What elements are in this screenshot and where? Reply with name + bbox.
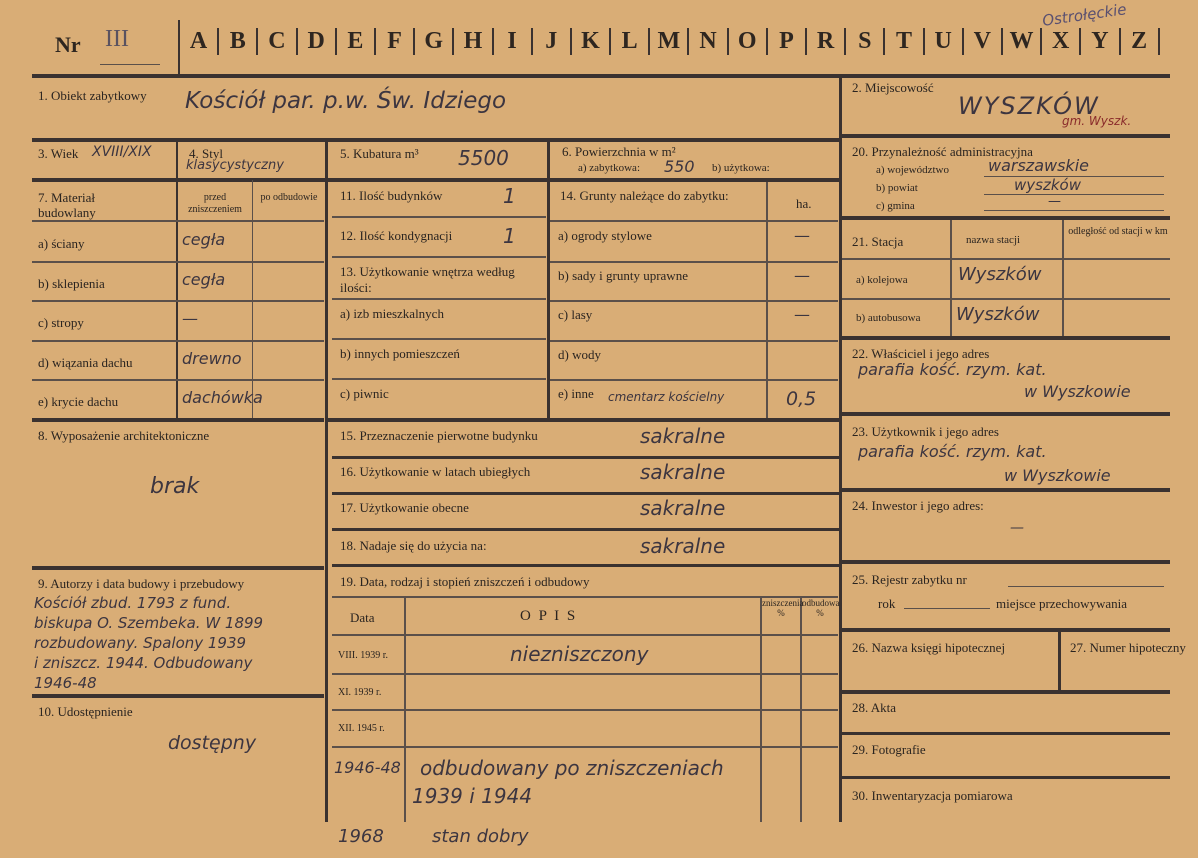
index-letter: J [533, 28, 572, 55]
f20-c-label: c) gmina [876, 200, 915, 212]
f23-line: w Wyszkowie [1004, 466, 1111, 485]
divider [839, 76, 842, 142]
rule [32, 418, 324, 422]
rule [842, 336, 1170, 340]
index-letter: S [846, 28, 885, 55]
f15-label: 15. Przeznaczenie pierwotne budynku [340, 428, 538, 443]
f7-row-label: d) wiązania dachu [38, 354, 133, 370]
rule [332, 456, 840, 459]
divider [176, 140, 178, 178]
f30-label: 30. Inwentaryzacja pomiarowa [852, 788, 1013, 803]
rule [332, 564, 840, 567]
f8-label: 8. Wyposażenie architektoniczne [38, 428, 210, 443]
index-letter: U [925, 28, 964, 55]
f17-label: 17. Użytkowanie obecne [340, 500, 469, 515]
f21-row-value: Wyszków [956, 304, 1040, 325]
f26-label: 26. Nazwa księgi hipotecznej [852, 640, 1006, 655]
f6-label: 6. Powierzchnia w m² [562, 144, 676, 159]
index-letter: T [885, 28, 924, 55]
f13-row: c) piwnic [340, 386, 389, 401]
f15-value: sakralne [640, 424, 726, 448]
f13-row: b) innych pomieszczeń [340, 346, 460, 361]
rule [32, 694, 324, 698]
f21-row-label: a) kolejowa [856, 274, 908, 286]
f16-value: sakralne [640, 460, 726, 484]
f23-label: 23. Użytkownik i jego adres [852, 424, 999, 439]
f7-row-value: cegła [182, 269, 226, 289]
f19-row-desc: odbudowany po zniszczeniach [420, 755, 724, 780]
index-letter: Z [1121, 28, 1160, 55]
f7-col-after: po odbudowie [260, 192, 318, 203]
f19-col-destr: zniszczenia % [762, 598, 804, 618]
rule [550, 261, 838, 263]
f21-label: 21. Stacja [852, 234, 904, 249]
f7-row-value: dachówka [182, 388, 263, 407]
f4-value: klasycystyczny [186, 158, 284, 173]
index-letter: H [454, 28, 493, 55]
f5-label: 5. Kubatura m³ [340, 146, 419, 161]
rule [32, 261, 324, 263]
f9-line: 1946-48 [34, 674, 97, 692]
rule [332, 378, 546, 380]
f28-label: 28. Akta [852, 700, 897, 715]
f23-line: parafia kość. rzym. kat. [858, 442, 1047, 461]
f1-label: 1. Obiekt zabytkowy [38, 88, 147, 103]
f13-row: a) izb mieszkalnych [340, 306, 444, 321]
nr-label: Nr [55, 32, 81, 57]
f22-line: parafia kość. rzym. kat. [858, 360, 1047, 379]
f11-value: 1 [503, 184, 516, 208]
f10-value: dostępny [168, 732, 257, 754]
index-letter: K [572, 28, 611, 55]
index-letter: B [219, 28, 258, 55]
f16-label: 16. Użytkowanie w latach ubiegłych [340, 464, 531, 479]
nr-value: III [105, 26, 129, 52]
f18-label: 18. Nadaje się do użycia na: [340, 538, 487, 553]
rule [550, 300, 838, 302]
f14-row-label: a) ogrody stylowe [558, 228, 652, 243]
index-letter: P [768, 28, 807, 55]
footer-note: stan dobry [432, 826, 529, 847]
f7-col-before: przed zniszczeniem [188, 192, 242, 215]
f19-row-date: XI. 1939 r. [338, 686, 382, 698]
rule [842, 216, 1170, 220]
f14-row-label: b) sady i grunty uprawne [558, 267, 688, 283]
f3-label: 3. Wiek [38, 146, 79, 161]
index-letter: A [180, 28, 219, 55]
rule [332, 634, 838, 636]
f27-label: 27. Numer hipoteczny [1070, 640, 1186, 655]
f7-row-value: — [182, 309, 198, 328]
f5-value: 5500 [458, 146, 509, 170]
rule [32, 566, 324, 570]
f11-label: 11. Ilość budynków [340, 188, 443, 203]
index-letter: W [1003, 28, 1042, 55]
divider [1058, 630, 1061, 692]
f3-value: XVIII/XIX [92, 144, 152, 160]
f20-b-label: b) powiat [876, 182, 918, 194]
f21-col-name: nazwa stacji [966, 234, 1021, 246]
alphabet-index [180, 28, 1160, 55]
f2-label: 2. Miejscowość [852, 80, 934, 95]
index-letter: L [611, 28, 650, 55]
f29-label: 29. Fotografie [852, 742, 926, 757]
index-letter: V [964, 28, 1003, 55]
footer-year: 1968 [338, 826, 384, 847]
f14-row-label: d) wody [558, 346, 601, 362]
rule [332, 298, 546, 300]
f9-line: i zniszcz. 1944. Odbudowany [34, 654, 253, 672]
f9-line: Kościół zbud. 1793 z fund. [34, 594, 232, 612]
rule [332, 528, 840, 531]
f14-row-value: — [794, 265, 810, 285]
rule [332, 709, 838, 711]
f20-a-value: warszawskie [988, 156, 1089, 175]
f21-row-label: b) autobusowa [856, 312, 921, 324]
f12-label: 12. Ilość kondygnacji [340, 228, 453, 243]
index-letter: Y [1081, 28, 1120, 55]
rule [1008, 586, 1164, 587]
f20-b-value: wyszków [1014, 176, 1081, 194]
rule [326, 418, 840, 422]
f7-row-value: drewno [182, 348, 242, 368]
f18-value: sakralne [640, 534, 726, 558]
f13-label: 13. Użytkowanie wnętrza według ilości: [340, 264, 515, 295]
f7-row-label: c) stropy [38, 315, 84, 330]
f9-line: rozbudowany. Spalony 1939 [34, 634, 247, 652]
f2-note: gm. Wyszk. [1062, 114, 1132, 128]
divider [950, 220, 952, 338]
f7-row-label: b) sklepienia [38, 275, 105, 291]
rule [842, 298, 1170, 300]
f19-row-date: VIII. 1939 r. [338, 650, 388, 661]
f7-row-label: a) ściany [38, 236, 85, 251]
rule [332, 256, 546, 258]
rule [904, 608, 990, 609]
f14-row-label: c) lasy [558, 307, 593, 322]
rule [32, 300, 324, 302]
index-letter: E [337, 28, 376, 55]
rule [842, 628, 1170, 632]
rule [332, 216, 546, 218]
f22-label: 22. Właściciel i jego adres [852, 346, 990, 361]
f2-value: WYSZKÓW [958, 92, 1100, 120]
f6-b-label: b) użytkowa: [712, 162, 770, 174]
index-letter: O [729, 28, 768, 55]
f4-label: 4. Styl [189, 146, 223, 161]
f19-col-desc: O P I S [520, 608, 578, 624]
rule [550, 379, 838, 381]
rule [842, 258, 1170, 260]
f12-value: 1 [503, 224, 516, 248]
divider [1062, 220, 1064, 338]
f19-row-date: 1946-48 [334, 757, 401, 777]
rule [842, 488, 1170, 492]
index-letter: X [1042, 28, 1081, 55]
f14-unit: ha. [796, 196, 812, 211]
f9-line: biskupa O. Szembeka. W 1899 [34, 614, 264, 632]
rule [842, 732, 1170, 735]
index-letter: C [258, 28, 297, 55]
index-letter: I [494, 28, 533, 55]
f19-extra: 1939 i 1944 [412, 784, 533, 808]
f21-col-dist: odległość od stacji w km [1068, 226, 1168, 237]
f7-label: 7. Materiał budowlany [38, 190, 96, 220]
f8-value: brak [150, 474, 200, 499]
index-letter: M [650, 28, 689, 55]
rule [32, 74, 1170, 78]
f25-place-label: miejsce przechowywania [996, 596, 1128, 611]
rule [842, 134, 1170, 138]
rule [32, 138, 840, 142]
f17-value: sakralne [640, 496, 726, 520]
f25-rok-label: rok [878, 596, 896, 611]
f14-row-note: cmentarz kościelny [608, 390, 725, 404]
rule [842, 560, 1170, 564]
f19-row-desc: niezniszczony [510, 642, 649, 666]
f14-row-value: — [794, 226, 810, 245]
f6-a-value: 550 [664, 157, 695, 176]
index-letter: F [376, 28, 415, 55]
f14-row-value: 0,5 [786, 388, 817, 410]
index-letter: D [298, 28, 337, 55]
f24-value: — [1010, 520, 1024, 536]
f19-col-rebuild: odbudowa % [802, 598, 840, 618]
rule [332, 746, 838, 748]
f7-row-value: cegła [182, 230, 226, 249]
rule [32, 220, 324, 222]
rule [332, 673, 838, 675]
f20-label: 20. Przynależność administracyjna [852, 144, 1033, 159]
f24-label: 24. Inwestor i jego adres: [852, 498, 984, 513]
f7-row-label: e) krycie dachu [38, 394, 119, 409]
f14-label: 14. Grunty należące do zabytku: [560, 188, 729, 203]
f20-c-value: — [1048, 194, 1061, 209]
f19-label: 19. Data, rodzaj i stopień zniszczeń i odbudowy [340, 574, 590, 589]
rule [32, 178, 840, 182]
rule [332, 338, 546, 340]
divider [839, 140, 842, 822]
f20-a-label: a) województwo [876, 164, 950, 176]
f25-label: 25. Rejestr zabytku nr [852, 572, 967, 587]
f14-row-value: — [794, 305, 810, 324]
f14-row-label: e) inne [558, 386, 594, 401]
index-letter: G [415, 28, 454, 55]
f19-row-date: XII. 1945 r. [338, 723, 385, 734]
rule [842, 776, 1170, 779]
index-letter: R [807, 28, 846, 55]
f10-label: 10. Udostępnienie [38, 704, 133, 719]
f19-col-date: Data [350, 610, 375, 625]
f21-row-value: Wyszków [958, 264, 1042, 285]
rule [842, 412, 1170, 416]
rule [842, 690, 1170, 694]
f6-a-label: a) zabytkowa: [578, 162, 640, 174]
nr-underline [100, 64, 160, 65]
rule [550, 220, 838, 222]
corner-note: Ostrołęckie [1041, 0, 1128, 30]
f9-label: 9. Autorzy i data budowy i przebudowy [38, 576, 245, 591]
f1-value: Kościół par. p.w. Św. Idziego [185, 88, 507, 114]
f22-line: w Wyszkowie [1024, 382, 1131, 401]
rule [984, 194, 1164, 195]
rule [984, 210, 1164, 211]
rule [550, 340, 838, 342]
rule [332, 492, 840, 495]
rule [32, 379, 324, 381]
rule [32, 340, 324, 342]
index-letter: N [689, 28, 728, 55]
divider [325, 140, 328, 822]
